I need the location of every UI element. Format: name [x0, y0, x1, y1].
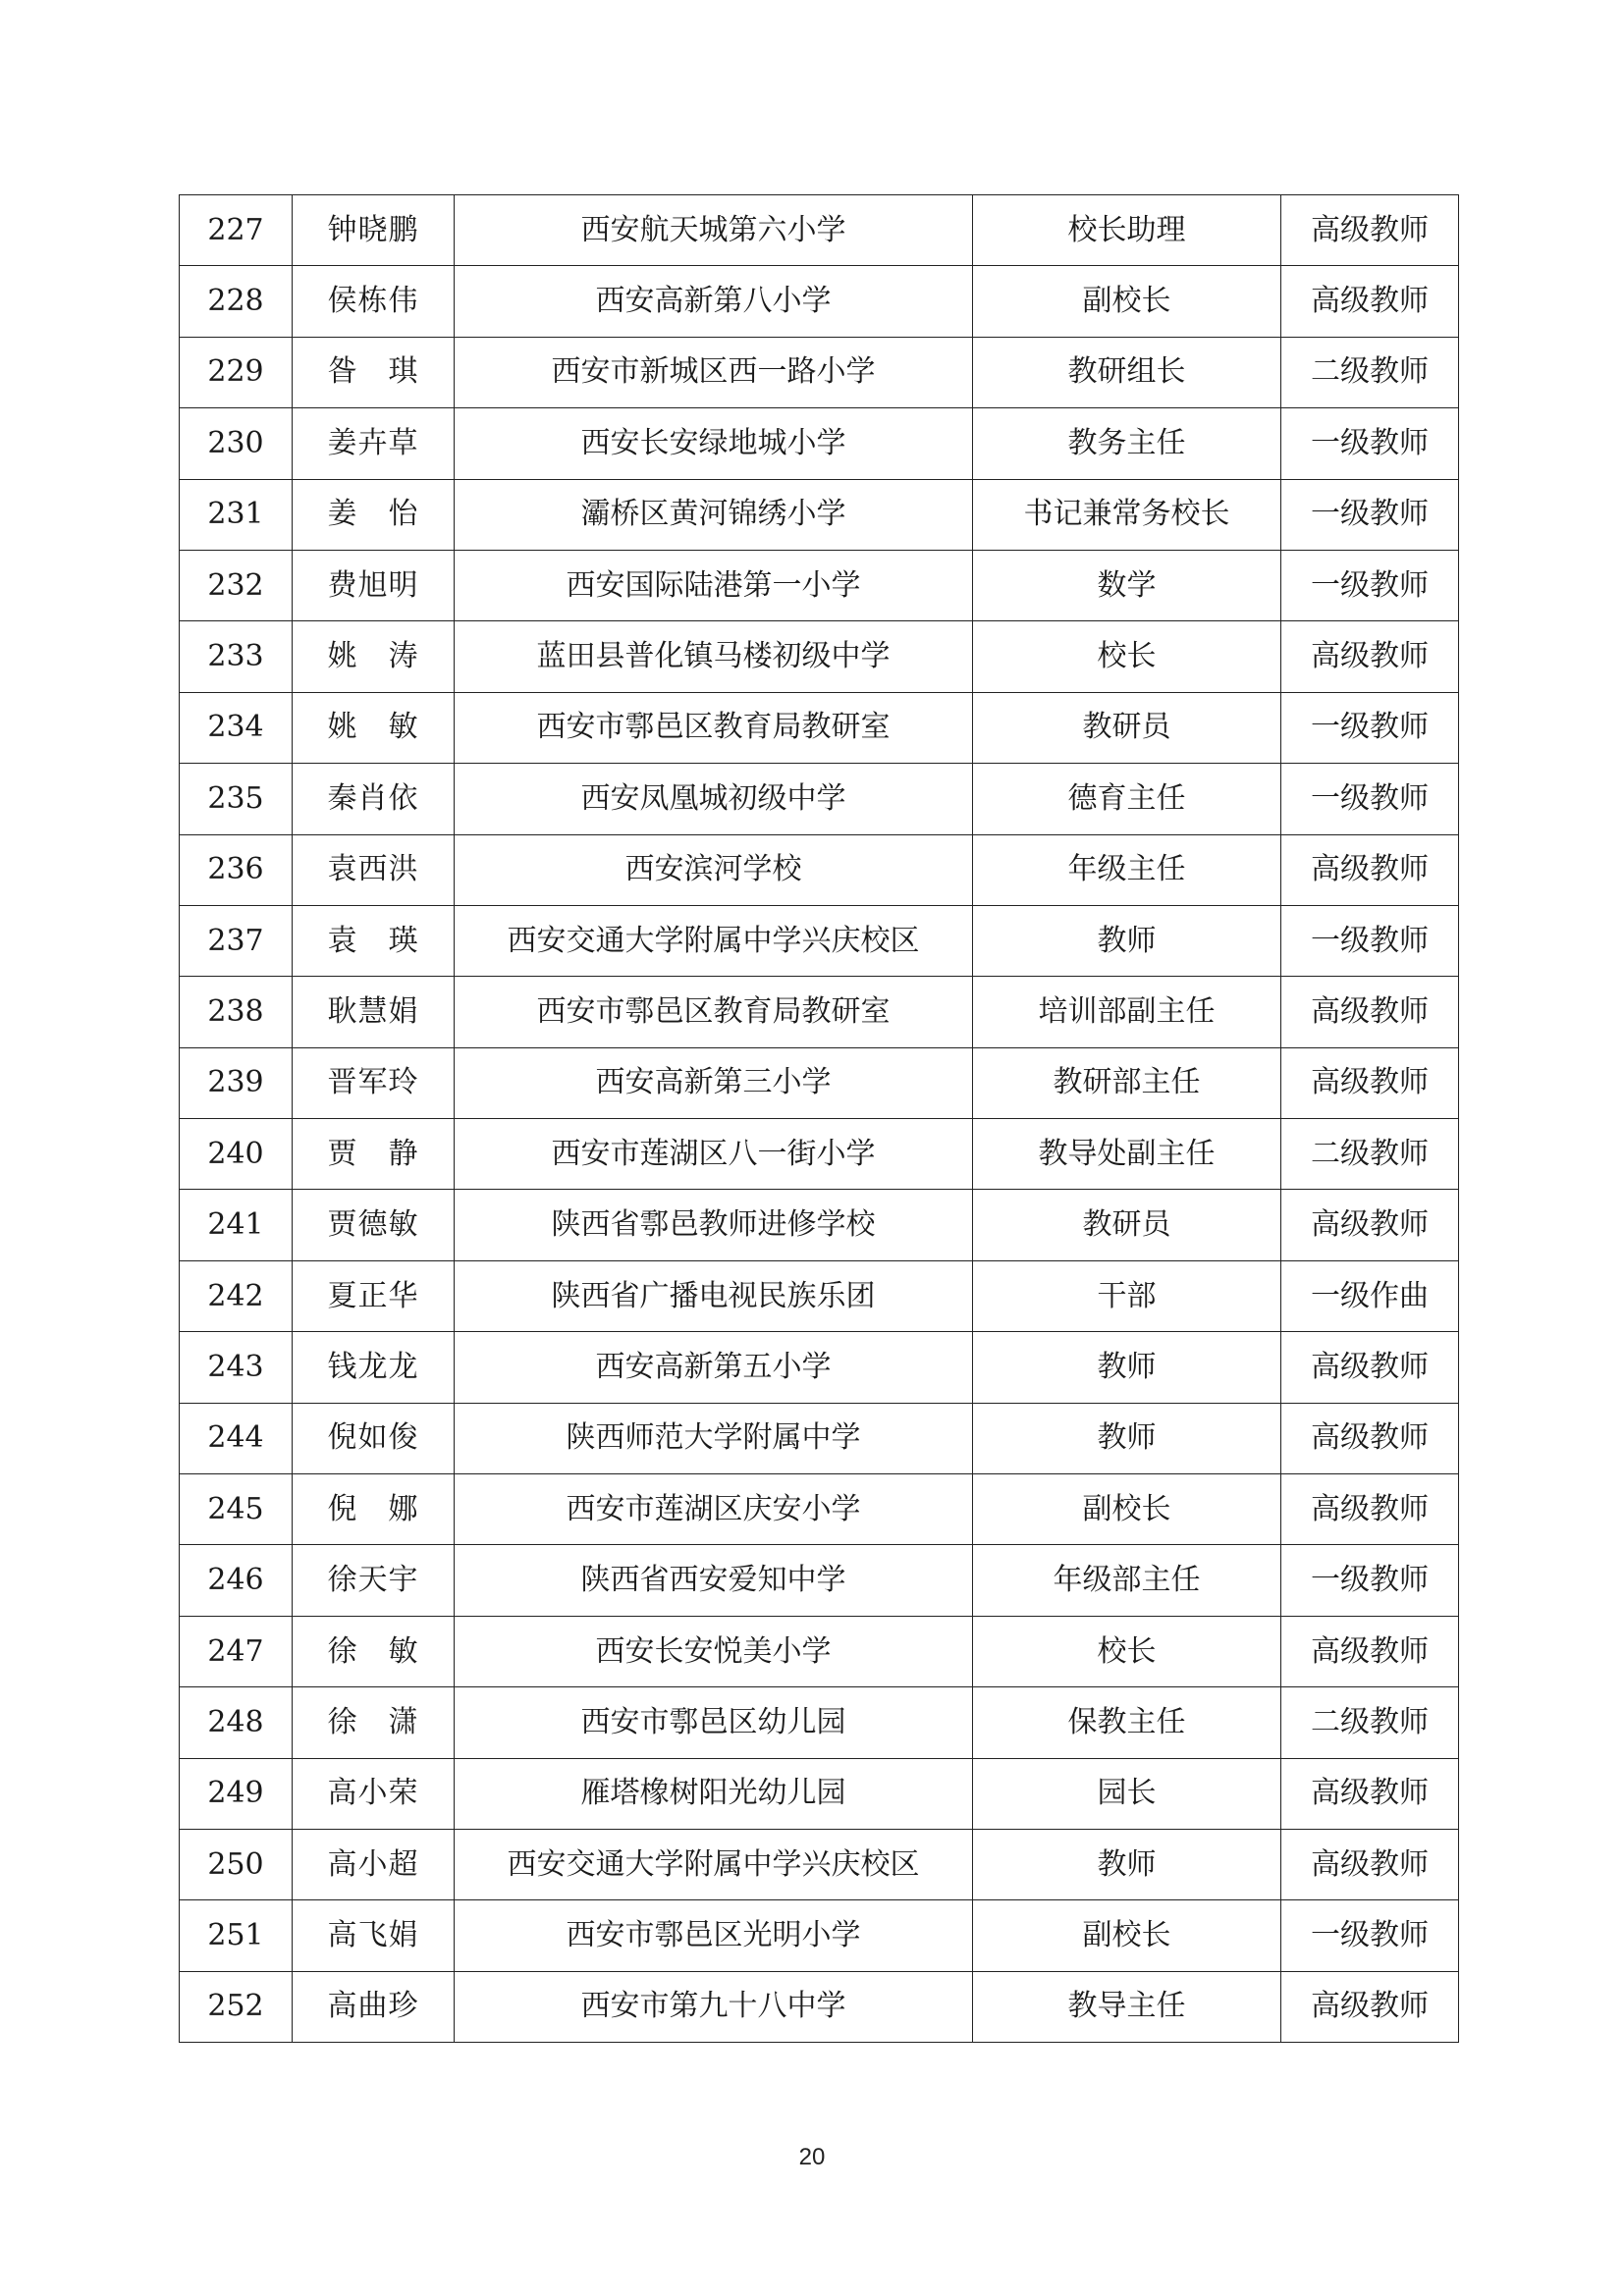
table-row [180, 1047, 1459, 1118]
name-cell: 姜 怡 [293, 479, 455, 550]
position-cell: 校长助理 [973, 195, 1281, 266]
unit-cell: 西安航天城第六小学 [455, 195, 973, 266]
title-cell: 一级教师 [1281, 479, 1459, 550]
table-row [180, 337, 1459, 407]
position-cell: 教研部主任 [973, 1047, 1281, 1118]
title-cell: 高级教师 [1281, 266, 1459, 337]
unit-cell: 西安交通大学附属中学兴庆校区 [455, 905, 973, 976]
title-cell: 高级教师 [1281, 1403, 1459, 1473]
row-number-cell: 233 [180, 621, 293, 692]
unit-cell: 陕西师范大学附属中学 [455, 1403, 973, 1473]
position-cell: 年级主任 [973, 834, 1281, 905]
table-row [180, 1829, 1459, 1899]
position-cell: 教师 [973, 905, 1281, 976]
row-number-cell: 248 [180, 1687, 293, 1758]
row-number-cell: 249 [180, 1758, 293, 1829]
row-number-cell: 239 [180, 1047, 293, 1118]
title-cell: 一级教师 [1281, 1900, 1459, 1971]
position-cell: 园长 [973, 1758, 1281, 1829]
name-cell: 徐天宇 [293, 1545, 455, 1616]
position-cell: 校长 [973, 621, 1281, 692]
row-number-cell: 247 [180, 1616, 293, 1686]
name-cell: 费旭明 [293, 550, 455, 620]
table-row [180, 1119, 1459, 1190]
position-cell: 校长 [973, 1616, 1281, 1686]
table-row [180, 1616, 1459, 1686]
table-row [180, 1758, 1459, 1829]
row-number-cell: 240 [180, 1119, 293, 1190]
name-cell: 侯栋伟 [293, 266, 455, 337]
title-cell: 高级教师 [1281, 834, 1459, 905]
title-cell: 一级教师 [1281, 764, 1459, 834]
name-cell: 耿慧娟 [293, 977, 455, 1047]
unit-cell: 西安高新第三小学 [455, 1047, 973, 1118]
position-cell: 教研员 [973, 692, 1281, 763]
title-cell: 高级教师 [1281, 1829, 1459, 1899]
table-row [180, 1260, 1459, 1331]
row-number-cell: 228 [180, 266, 293, 337]
unit-cell: 西安长安绿地城小学 [455, 408, 973, 479]
unit-cell: 西安滨河学校 [455, 834, 973, 905]
position-cell: 教研员 [973, 1190, 1281, 1260]
unit-cell: 灞桥区黄河锦绣小学 [455, 479, 973, 550]
name-cell: 姚 涛 [293, 621, 455, 692]
row-number-cell: 241 [180, 1190, 293, 1260]
position-cell: 副校长 [973, 1900, 1281, 1971]
position-cell: 保教主任 [973, 1687, 1281, 1758]
unit-cell: 蓝田县普化镇马楼初级中学 [455, 621, 973, 692]
name-cell: 徐 潇 [293, 1687, 455, 1758]
title-cell: 高级教师 [1281, 1332, 1459, 1403]
personnel-table [179, 194, 1459, 2043]
name-cell: 倪 娜 [293, 1474, 455, 1545]
row-number-cell: 229 [180, 337, 293, 407]
unit-cell: 西安市莲湖区八一街小学 [455, 1119, 973, 1190]
name-cell: 钟晓鹏 [293, 195, 455, 266]
table-row [180, 764, 1459, 834]
unit-cell: 西安国际陆港第一小学 [455, 550, 973, 620]
title-cell: 高级教师 [1281, 1474, 1459, 1545]
table-row [180, 1971, 1459, 2042]
name-cell: 晋军玲 [293, 1047, 455, 1118]
unit-cell: 陕西省西安爱知中学 [455, 1545, 973, 1616]
row-number-cell: 242 [180, 1260, 293, 1331]
position-cell: 教师 [973, 1332, 1281, 1403]
row-number-cell: 231 [180, 479, 293, 550]
position-cell: 教研组长 [973, 337, 1281, 407]
row-number-cell: 237 [180, 905, 293, 976]
table-row [180, 834, 1459, 905]
title-cell: 一级教师 [1281, 550, 1459, 620]
unit-cell: 西安凤凰城初级中学 [455, 764, 973, 834]
title-cell: 高级教师 [1281, 1616, 1459, 1686]
unit-cell: 西安交通大学附属中学兴庆校区 [455, 1829, 973, 1899]
name-cell: 袁 瑛 [293, 905, 455, 976]
name-cell: 秦肖依 [293, 764, 455, 834]
name-cell: 高曲珍 [293, 1971, 455, 2042]
table-row [180, 692, 1459, 763]
table-row [180, 1545, 1459, 1616]
title-cell: 高级教师 [1281, 621, 1459, 692]
position-cell: 数学 [973, 550, 1281, 620]
position-cell: 副校长 [973, 266, 1281, 337]
position-cell: 教导处副主任 [973, 1119, 1281, 1190]
table-row [180, 195, 1459, 266]
unit-cell: 西安长安悦美小学 [455, 1616, 973, 1686]
unit-cell: 陕西省广播电视民族乐团 [455, 1260, 973, 1331]
table-row [180, 905, 1459, 976]
table-row [180, 1687, 1459, 1758]
name-cell: 倪如俊 [293, 1403, 455, 1473]
position-cell: 德育主任 [973, 764, 1281, 834]
name-cell: 徐 敏 [293, 1616, 455, 1686]
title-cell: 一级作曲 [1281, 1260, 1459, 1331]
unit-cell: 西安市新城区西一路小学 [455, 337, 973, 407]
table-row [180, 1332, 1459, 1403]
position-cell: 书记兼常务校长 [973, 479, 1281, 550]
name-cell: 高小超 [293, 1829, 455, 1899]
row-number-cell: 227 [180, 195, 293, 266]
row-number-cell: 246 [180, 1545, 293, 1616]
title-cell: 高级教师 [1281, 1971, 1459, 2042]
unit-cell: 西安高新第八小学 [455, 266, 973, 337]
position-cell: 培训部副主任 [973, 977, 1281, 1047]
table-row [180, 550, 1459, 620]
position-cell: 年级部主任 [973, 1545, 1281, 1616]
unit-cell: 西安市第九十八中学 [455, 1971, 973, 2042]
row-number-cell: 252 [180, 1971, 293, 2042]
position-cell: 副校长 [973, 1474, 1281, 1545]
row-number-cell: 251 [180, 1900, 293, 1971]
position-cell: 教师 [973, 1829, 1281, 1899]
title-cell: 二级教师 [1281, 337, 1459, 407]
title-cell: 一级教师 [1281, 408, 1459, 479]
unit-cell: 雁塔橡树阳光幼儿园 [455, 1758, 973, 1829]
unit-cell: 西安高新第五小学 [455, 1332, 973, 1403]
table-row [180, 479, 1459, 550]
title-cell: 高级教师 [1281, 1758, 1459, 1829]
unit-cell: 西安市莲湖区庆安小学 [455, 1474, 973, 1545]
name-cell: 高飞娟 [293, 1900, 455, 1971]
table-body [180, 195, 1459, 2043]
title-cell: 高级教师 [1281, 977, 1459, 1047]
table-row [180, 266, 1459, 337]
title-cell: 二级教师 [1281, 1687, 1459, 1758]
name-cell: 贾 静 [293, 1119, 455, 1190]
name-cell: 姜卉草 [293, 408, 455, 479]
table-row [180, 1403, 1459, 1473]
position-cell: 教务主任 [973, 408, 1281, 479]
row-number-cell: 235 [180, 764, 293, 834]
table-row [180, 1190, 1459, 1260]
position-cell: 教导主任 [973, 1971, 1281, 2042]
name-cell: 昝 琪 [293, 337, 455, 407]
unit-cell: 西安市鄠邑区幼儿园 [455, 1687, 973, 1758]
row-number-cell: 232 [180, 550, 293, 620]
table-row [180, 1474, 1459, 1545]
name-cell: 钱龙龙 [293, 1332, 455, 1403]
table-row [180, 408, 1459, 479]
table-row [180, 1900, 1459, 1971]
name-cell: 姚 敏 [293, 692, 455, 763]
name-cell: 贾德敏 [293, 1190, 455, 1260]
position-cell: 干部 [973, 1260, 1281, 1331]
row-number-cell: 245 [180, 1474, 293, 1545]
unit-cell: 西安市鄠邑区光明小学 [455, 1900, 973, 1971]
title-cell: 一级教师 [1281, 905, 1459, 976]
row-number-cell: 244 [180, 1403, 293, 1473]
row-number-cell: 243 [180, 1332, 293, 1403]
table-row [180, 977, 1459, 1047]
title-cell: 一级教师 [1281, 692, 1459, 763]
name-cell: 夏正华 [293, 1260, 455, 1331]
title-cell: 高级教师 [1281, 1190, 1459, 1260]
unit-cell: 陕西省鄠邑教师进修学校 [455, 1190, 973, 1260]
unit-cell: 西安市鄠邑区教育局教研室 [455, 977, 973, 1047]
name-cell: 高小荣 [293, 1758, 455, 1829]
title-cell: 高级教师 [1281, 1047, 1459, 1118]
row-number-cell: 250 [180, 1829, 293, 1899]
name-cell: 袁西洪 [293, 834, 455, 905]
row-number-cell: 238 [180, 977, 293, 1047]
title-cell: 一级教师 [1281, 1545, 1459, 1616]
title-cell: 高级教师 [1281, 195, 1459, 266]
row-number-cell: 230 [180, 408, 293, 479]
row-number-cell: 236 [180, 834, 293, 905]
title-cell: 二级教师 [1281, 1119, 1459, 1190]
row-number-cell: 234 [180, 692, 293, 763]
page-number: 20 [798, 2144, 826, 2170]
table-row [180, 621, 1459, 692]
position-cell: 教师 [973, 1403, 1281, 1473]
unit-cell: 西安市鄠邑区教育局教研室 [455, 692, 973, 763]
